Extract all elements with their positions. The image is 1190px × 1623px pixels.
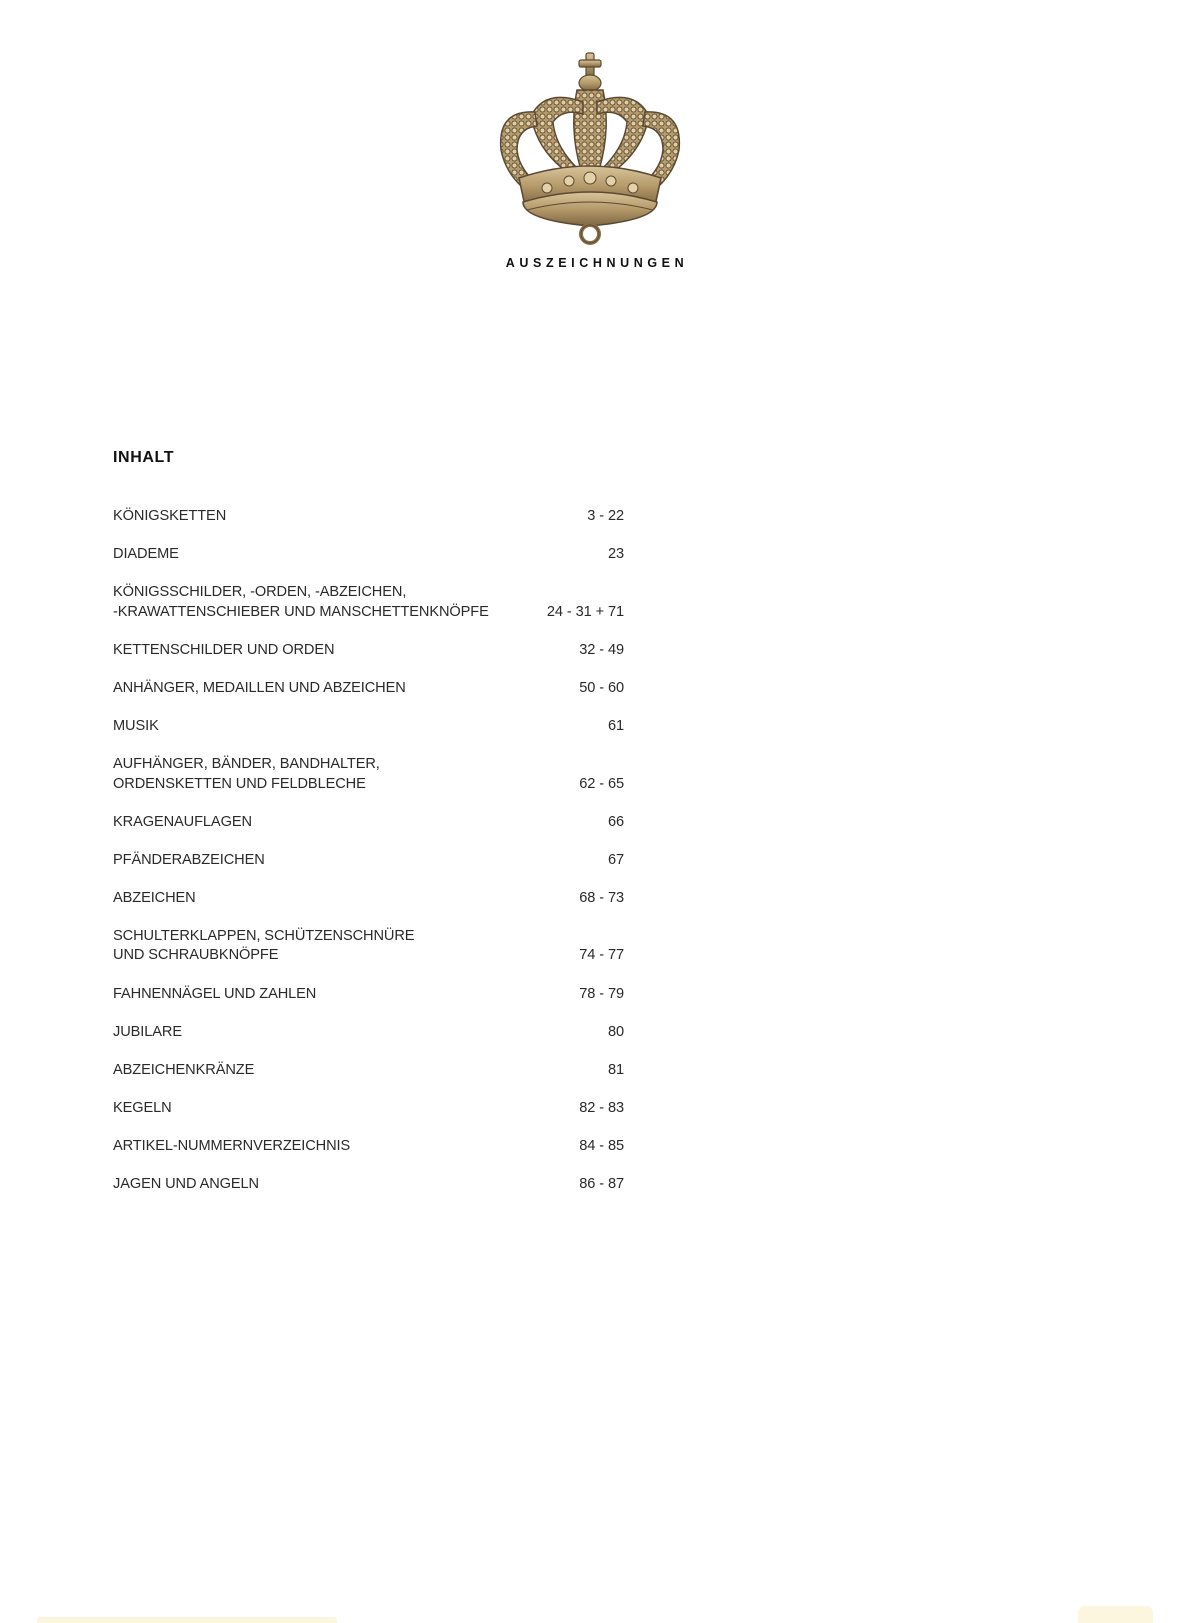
toc-entry-title: KETTENSCHILDER UND ORDEN [113, 641, 335, 658]
toc-entry-title: JAGEN UND ANGELN [113, 1176, 259, 1192]
toc-entry-title: KEGELN [113, 1099, 172, 1116]
toc-entry-title: KÖNIGSSCHILDER, -ORDEN, -ABZEICHEN, -KRAWATTENSCHIEBER UND MANSCHETTENKNÖPFE [113, 584, 489, 620]
toc-entry-pages: 78 - 79 [579, 985, 624, 1002]
toc-entry [113, 927, 624, 966]
toc-entry-title: DIADEME [113, 546, 179, 563]
toc-entry-title: ANHÄNGER, MEDAILLEN UND ABZEICHEN [113, 679, 406, 696]
toc-entry [113, 1099, 624, 1119]
toc-entry-pages: 62 - 65 [579, 775, 624, 792]
toc-entry-pages: 86 - 87 [579, 1176, 624, 1192]
toc-entry-pages: 68 - 73 [579, 889, 624, 906]
toc-entry-title: ARTIKEL-NUMMERNVERZEICHNIS [113, 1137, 351, 1154]
toc-heading: INHALT [113, 449, 175, 466]
toc-entry-title: FAHNENNÄGEL UND ZAHLEN [113, 985, 317, 1002]
toc-entry-pages: 74 - 77 [579, 947, 624, 964]
toc-entry [113, 1023, 624, 1043]
footer-tint-left [37, 1617, 337, 1623]
toc-entry-title: AUFHÄNGER, BÄNDER, BANDHALTER, ORDENSKETTEN UND FELDBLECHE [113, 756, 380, 792]
toc-entry-pages: 23 [607, 546, 624, 563]
toc-entry [113, 507, 624, 527]
toc-entry-pages: 32 - 49 [579, 641, 624, 658]
toc-entry-title: JUBILARE [113, 1023, 182, 1040]
toc-entry-pages: 84 - 85 [579, 1137, 624, 1154]
toc-entry [113, 851, 624, 871]
toc-entry-pages: 61 [607, 717, 624, 734]
toc-entry [113, 1175, 624, 1195]
brand-wordmark: AUSZEICHNUNGEN [505, 256, 689, 270]
toc-entry [113, 813, 624, 833]
crown-icon [497, 50, 689, 246]
toc-entry-pages: 81 [607, 1061, 624, 1078]
toc-entry [113, 583, 624, 622]
footer-tint-right [1078, 1606, 1153, 1623]
toc-entry-title: SCHULTERKLAPPEN, SCHÜTZENSCHNÜRE UND SCHRAUBKNÖPFE [113, 927, 415, 964]
toc-entry [113, 679, 624, 699]
toc-entry-title: KÖNIGSKETTEN [113, 508, 227, 524]
toc-entry-pages: 24 - 31 + 71 [546, 603, 624, 620]
toc-list [113, 507, 624, 1213]
crown-logo [497, 50, 689, 246]
toc-entry-pages: 50 - 60 [579, 679, 624, 696]
toc-entry [113, 1137, 624, 1157]
toc-entry [113, 641, 624, 661]
toc-entry-title: MUSIK [113, 717, 159, 734]
toc-entry [113, 985, 624, 1005]
toc-entry-title: ABZEICHENKRÄNZE [113, 1061, 255, 1078]
toc-entry-title: KRAGENAUFLAGEN [113, 813, 252, 830]
toc-entry-title: ABZEICHEN [113, 889, 196, 906]
toc-entry [113, 1061, 624, 1081]
toc-entry-pages: 3 - 22 [587, 508, 624, 524]
toc-entry-pages: 82 - 83 [579, 1099, 624, 1116]
toc-entry-pages: 67 [607, 851, 624, 868]
toc-entry [113, 545, 624, 565]
toc-entry [113, 755, 624, 794]
toc-entry [113, 717, 624, 737]
toc-entry-pages: 80 [607, 1023, 624, 1040]
toc-entry-pages: 66 [607, 813, 624, 830]
toc-entry [113, 889, 624, 909]
toc-entry-title: PFÄNDERABZEICHEN [113, 851, 265, 868]
